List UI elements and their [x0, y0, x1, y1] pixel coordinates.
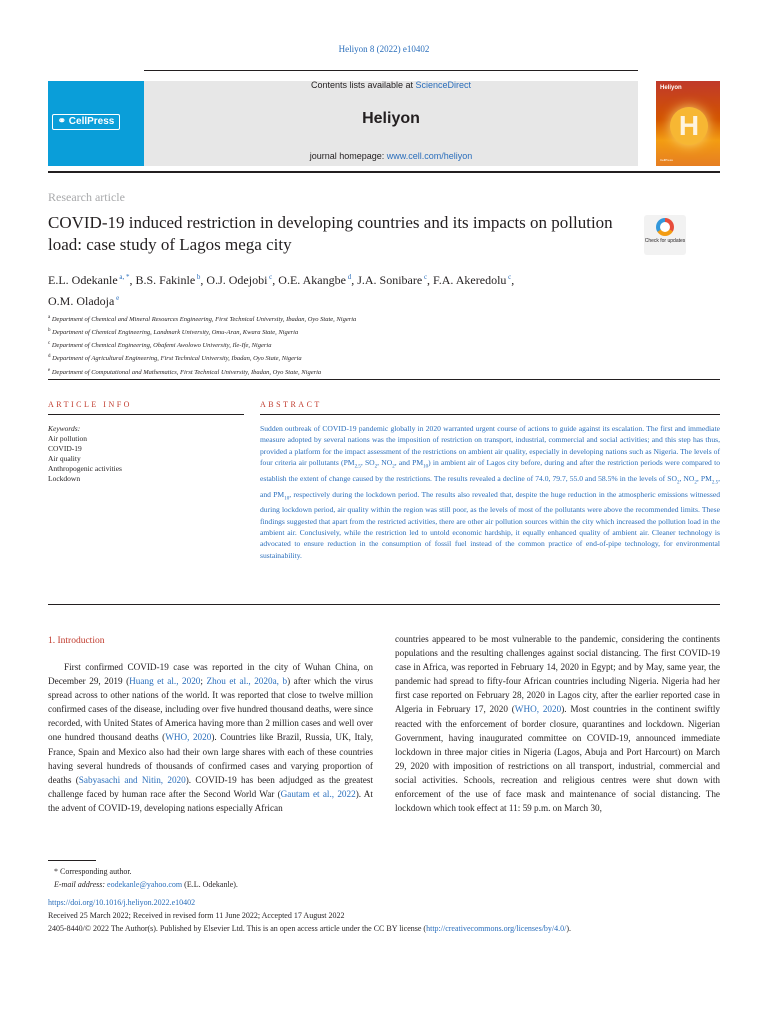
citation-link[interactable]: Zhou et al., 2020a, b — [206, 676, 288, 687]
keyword-item: Air quality — [48, 454, 81, 463]
keyword-item: COVID-19 — [48, 444, 82, 453]
sciencedirect-link[interactable]: ScienceDirect — [415, 80, 472, 90]
author-affiliation-marker[interactable]: a, * — [117, 273, 130, 281]
author-name[interactable]: J.A. Sonibare — [357, 273, 423, 287]
affiliation-item: $^e$ Department of Computational and Mathematics, First Technical University, Ibadan, Oyo State, Nigeria — [48, 367, 322, 376]
affiliation-item: $^a$ Department of Chemical and Mineral Resources Engineering, First Technical University, Ibadan, Oyo State, Nigeria — [48, 315, 357, 324]
journal-header — [48, 70, 720, 166]
license-text: 2405-8440/© 2022 The Author(s). Published by Elsevier Ltd. This is an open access article under the CC BY license ( — [48, 924, 427, 933]
footnote-rule — [48, 860, 96, 861]
citation-link[interactable]: Sabyasachi and Nitin, 2020 — [78, 774, 186, 785]
author-name[interactable]: F.A. Akeredolu — [433, 273, 507, 287]
check-updates-label: Check for updates — [644, 238, 686, 244]
author-affiliation-marker[interactable]: b — [195, 273, 201, 281]
journal-title: Heliyon — [362, 110, 420, 127]
section-heading-introduction: 1. Introduction — [48, 636, 105, 646]
keywords-block — [48, 424, 244, 484]
affiliation-item: $^c$ Department of Chemical Engineering, Obafemi Awolowo University, Ile-Ife, Nigeria — [48, 341, 272, 350]
footnote-marker: * — [54, 867, 58, 876]
author-affiliation-marker[interactable]: c — [506, 273, 512, 281]
homepage-prefix: journal homepage: — [309, 151, 387, 161]
author-name[interactable]: E.L. Odekanle — [48, 273, 118, 287]
email-label: E-mail address: — [54, 880, 108, 889]
license-line — [48, 924, 728, 933]
citation-link[interactable]: WHO, 2020 — [165, 732, 212, 743]
affiliation-item: $^d$ Department of Agricultural Engineering, First Technical University, Ibadan, Oyo State, Nigeria — [48, 354, 302, 363]
contents-line — [144, 80, 638, 90]
affiliation-item: $^b$ Department of Chemical Engineering, Landmark University, Omu-Aran, Kwara State, Nigeria — [48, 328, 299, 337]
check-updates-icon — [656, 218, 674, 236]
journal-reference[interactable]: Heliyon 8 (2022) e10402 — [338, 44, 430, 54]
keywords-label: Keywords: — [48, 424, 81, 433]
abstract-heading: ABSTRACT — [260, 400, 322, 409]
abstract-text: Sudden outbreak of COVID-19 pandemic globally in 2020 warranted urgent course of actions to guide against its escalation. The first and immediate measure adopted by several nations was the imposition of restriction on transport, industrial, commercial and social activities; and this step has thus, provided a platform for the impact assessment of the restrictions on ambient air quality, especially in developing nations such as Nigeria. The levels of four criteria air pollutants ($PM_{2.5}$, $SO_2$, $NO_2$, and $PM_{10}$) in ambient air of Lagos city before, during and after the restriction periods were compared to establish the extent of change caused by the restrictions. The results revealed a decline of 74.0, 79.7, 55.0 and 58.5% in the levels of $SO_2$, $NO_2$, $PM_{2.5}$, and $PM_{10}$, respectively during the lockdown period. The results also revealed that, despite the huge reduction in the atmospheric emissions witnessed during lockdown period, air quality within the region was still poor, as the levels of most of the pollutants were above the recommended limits. These findings suggested that apart from the restricted activities, there are other air pollution sources within the city which increased the pollution load in the ambient air. Conclusively, while the restriction led to untold economic hardship, it equally enhanced quality of ambient air. Cleaner technology is advocated to ensure reduction in the consumption of fossil fuel instead of the common practice of end-of-pipe technology, for environmental sustainability. — [260, 424, 721, 560]
intro-column-left: First confirmed COVID-19 case was reported in the city of Wuhan China, on December 29, 2019 (Huang et al., 2020; Zhou et al., 2020a, b) after which the virus spread across to other nations of the world. It was reported that close to twelve million confirmed cases of the disease, including over five hundred thousand deaths, were since recorded, with United States of America having more than 2 million cases and well over one hundred thousand deaths (WHO, 2020). Countries like Brazil, Russia, UK, Italy, France, Spain and Mexico also had their own large shares with each of these countries having several hundreds of thousands of confirmed cases and varying proportion of deaths (Sabyasachi and Nitin, 2020). COVID-19 has been adjudged as the greatest challenge faced by human race after the Second World War (Gautam et al., 2022). At the advent of COVID-19, developing nations especially African — [48, 662, 373, 813]
contents-prefix: Contents lists available at — [310, 80, 416, 90]
license-suffix: ). — [566, 924, 572, 933]
author-name[interactable]: B.S. Fakinle — [135, 273, 196, 287]
license-link[interactable]: http://creativecommons.org/licenses/by/4.0/ — [426, 924, 567, 933]
cover-letter: H — [678, 110, 700, 141]
author-affiliation-marker[interactable]: c — [267, 273, 273, 281]
header-top-rule — [144, 70, 638, 71]
article-info-rule — [48, 414, 244, 415]
citation-link[interactable]: Huang et al., 2020 — [129, 676, 201, 687]
received-dates: Received 25 March 2022; Received in revised form 11 June 2022; Accepted 17 August 2022 — [48, 911, 345, 920]
email-link[interactable]: eodekanle@yahoo.com — [107, 880, 183, 889]
author-name[interactable]: O.E. Akangbe — [278, 273, 346, 287]
author-name[interactable]: O.M. Oladoja — [48, 294, 115, 308]
journal-cover-image[interactable] — [656, 81, 720, 166]
author-name[interactable]: O.J. Odejobi — [206, 273, 268, 287]
header-rule — [48, 171, 720, 173]
affiliation-list — [48, 312, 728, 378]
author-list: E.L. Odekanle $^{a, *}$, B.S. Fakinle $^b$, O.J. Odejobi $^c$, O.E. Akangbe $^d$, J.A. Sonibare $^c$, F.A. Akeredolu $^c$, O.M. Oladoja $^e$ — [48, 273, 515, 308]
abstract-bottom-rule — [48, 604, 720, 605]
corresponding-author-footnote — [54, 865, 238, 891]
corresponding-label: Corresponding author. — [60, 867, 132, 876]
check-for-updates-button[interactable] — [644, 215, 686, 255]
cover-footer: CellPress — [660, 158, 673, 162]
homepage-link[interactable]: www.cell.com/heliyon — [386, 151, 473, 161]
doi-link[interactable]: https://doi.org/10.1016/j.heliyon.2022.e10402 — [48, 898, 196, 907]
cellpress-logo-text: CellPress — [68, 116, 115, 127]
abstract-rule — [260, 414, 720, 415]
link-icon: ⚭ — [57, 116, 66, 127]
intro-column-right: countries appeared to be most vulnerable to the pandemic, considering the continents populations and the resulting challenges against social distancing. The first COVID-19 case in Africa, was reported in February 14, 2020 in Egypt; and by May, same year, the pandemic had spread to fifty-four African countries including Nigeria. Nigeria had her first case reported on February 28, 2020 in Lagos city, after the earlier reported case in Algeria in February 17, 2020 (WHO, 2020). Most countries in the continent swiftly reacted with the enforcement of border closure, quarantines and lockdown. Nigerian Government, having inaugurated committee on COVID-19, announced immediate lockdown in three major cities in Nigeria (Lagos, Abuja and Port Harcourt) on March 29, 2020 with imposition of restrictions on all transport, industrial, commercial and social activities. Schools, recreation and religious centres were shut down with enforcement of the use of face mask and maintenance of social distancing. The lockdown which took effect at 11: 59 p.m. on March 30, — [395, 634, 720, 814]
email-suffix: (E.L. Odekanle). — [182, 880, 238, 889]
cover-title: Heliyon — [660, 85, 682, 91]
article-type: Research article — [48, 190, 125, 204]
keyword-item: Anthropogenic activities — [48, 464, 122, 473]
keyword-item: Air pollution — [48, 434, 87, 443]
publisher-logo-panel — [48, 81, 144, 166]
article-info-heading: ARTICLE INFO — [48, 400, 132, 409]
author-affiliation-marker[interactable]: e — [114, 294, 120, 302]
keyword-item: Lockdown — [48, 474, 81, 483]
citation-link[interactable]: WHO, 2020 — [514, 704, 562, 715]
homepage-line — [144, 151, 638, 161]
article-title: COVID-19 induced restriction in developing countries and its impacts on pollution load: case study of Lagos mega city — [48, 213, 613, 254]
affiliation-rule — [48, 379, 720, 380]
author-affiliation-marker[interactable]: c — [422, 273, 428, 281]
cellpress-logo[interactable] — [52, 114, 120, 130]
citation-link[interactable]: Gautam et al., 2022 — [280, 788, 356, 799]
author-affiliation-marker[interactable]: d — [345, 273, 352, 281]
